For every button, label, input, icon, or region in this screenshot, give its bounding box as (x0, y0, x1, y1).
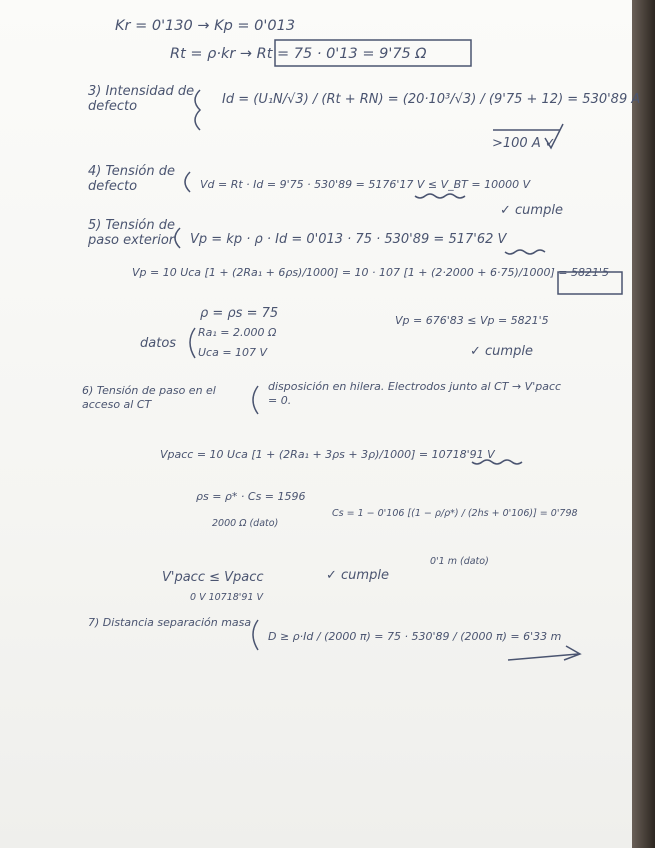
section-7-equation: D ≥ ρ·Id / (2000 π) = 75 · 530'89 / (2000 π) = 6'33 m (268, 630, 562, 643)
section-5-equation: Vp = kp · ρ · Id = 0'013 · 75 · 530'89 = 517'62 V (190, 232, 507, 247)
section-4-brace (185, 172, 190, 192)
section-5-wavy-underline (505, 250, 545, 254)
section-4-check: ✓ cumple (500, 203, 563, 218)
section-5-label: 5) Tensión de paso exterior (88, 218, 176, 248)
section-5-compare: Vp = 676'83 ≤ Vp = 5821'5 (395, 314, 549, 327)
background-edge (632, 0, 655, 848)
section-6-brace (253, 386, 258, 414)
section-5-rho: ρ = ρs = 75 (200, 306, 279, 321)
section-5-brace (175, 228, 180, 248)
section-4-equation: Vd = Rt · Id = 9'75 · 530'89 = 5176'17 V ≤ V_BT = 10000 V (200, 178, 531, 191)
section-5-formula: Vp = 10 Uca [1 + (2Ra₁ + 6ρs)/1000] = 10 · 107 [1 + (2·2000 + 6·75)/1000] = 5821'5 (132, 266, 610, 279)
section-6-hs: 0'1 m (dato) (430, 556, 489, 567)
section-3-label: 3) Intensidad de defecto (88, 84, 195, 114)
section-6-label: 6) Tensión de paso en el acceso al CT (82, 384, 216, 411)
section-6-check: ✓ cumple (326, 568, 389, 583)
section-5-check: ✓ cumple (470, 344, 533, 359)
section-5-data-brace (190, 328, 195, 358)
section-6-equation: Vpacc = 10 Uca [1 + (2Ra₁ + 3ρs + 3ρ)/1000] = 10718'91 V (160, 448, 495, 461)
section-3-brace (195, 90, 200, 130)
section-4-wavy-underline (415, 194, 465, 198)
section-6-compare: V'pacc ≤ Vpacc (162, 570, 264, 585)
section-7-label: 7) Distancia separación masa (88, 616, 252, 629)
section-6-values: 0 V 10718'91 V (190, 592, 264, 603)
section-6-rhos-sub: 2000 Ω (dato) (212, 518, 279, 529)
section-6-cs: Cs = 1 − 0'106 [(1 − ρ/ρ*) / (2hs + 0'106)] = 0'798 (332, 508, 578, 519)
kr-kp-line: Kr = 0'130 → Kp = 0'013 (115, 18, 296, 34)
vp-result-box (558, 272, 622, 294)
section-6-wavy-underline (472, 460, 522, 464)
section-5-ra1: Ra₁ = 2.000 Ω (198, 326, 277, 339)
section-6-rhos: ρs = ρ* · Cs = 1596 (196, 490, 306, 503)
section-5-uca: Uca = 107 V (198, 346, 268, 359)
section-3-check: >100 A ✓ (492, 136, 556, 151)
section-4-label: 4) Tensión de defecto (88, 164, 176, 194)
section-7-arrow-underline (508, 646, 580, 660)
section-5-data-label: datos (140, 336, 177, 351)
rt-line: Rt = ρ·kr → Rt = 75 · 0'13 = 9'75 Ω (170, 46, 427, 62)
section-6-note: disposición en hilera. Electrodos junto al CT → V'pacc = 0. (268, 380, 562, 407)
section-3-equation: Id = (U₁N/√3) / (Rt + RN) = (20·10³/√3) / (9'75 + 12) = 530'89 A (222, 92, 641, 107)
rt-result-box (275, 40, 471, 66)
section-7-brace (253, 620, 258, 650)
section-3-checkmark (545, 124, 563, 148)
